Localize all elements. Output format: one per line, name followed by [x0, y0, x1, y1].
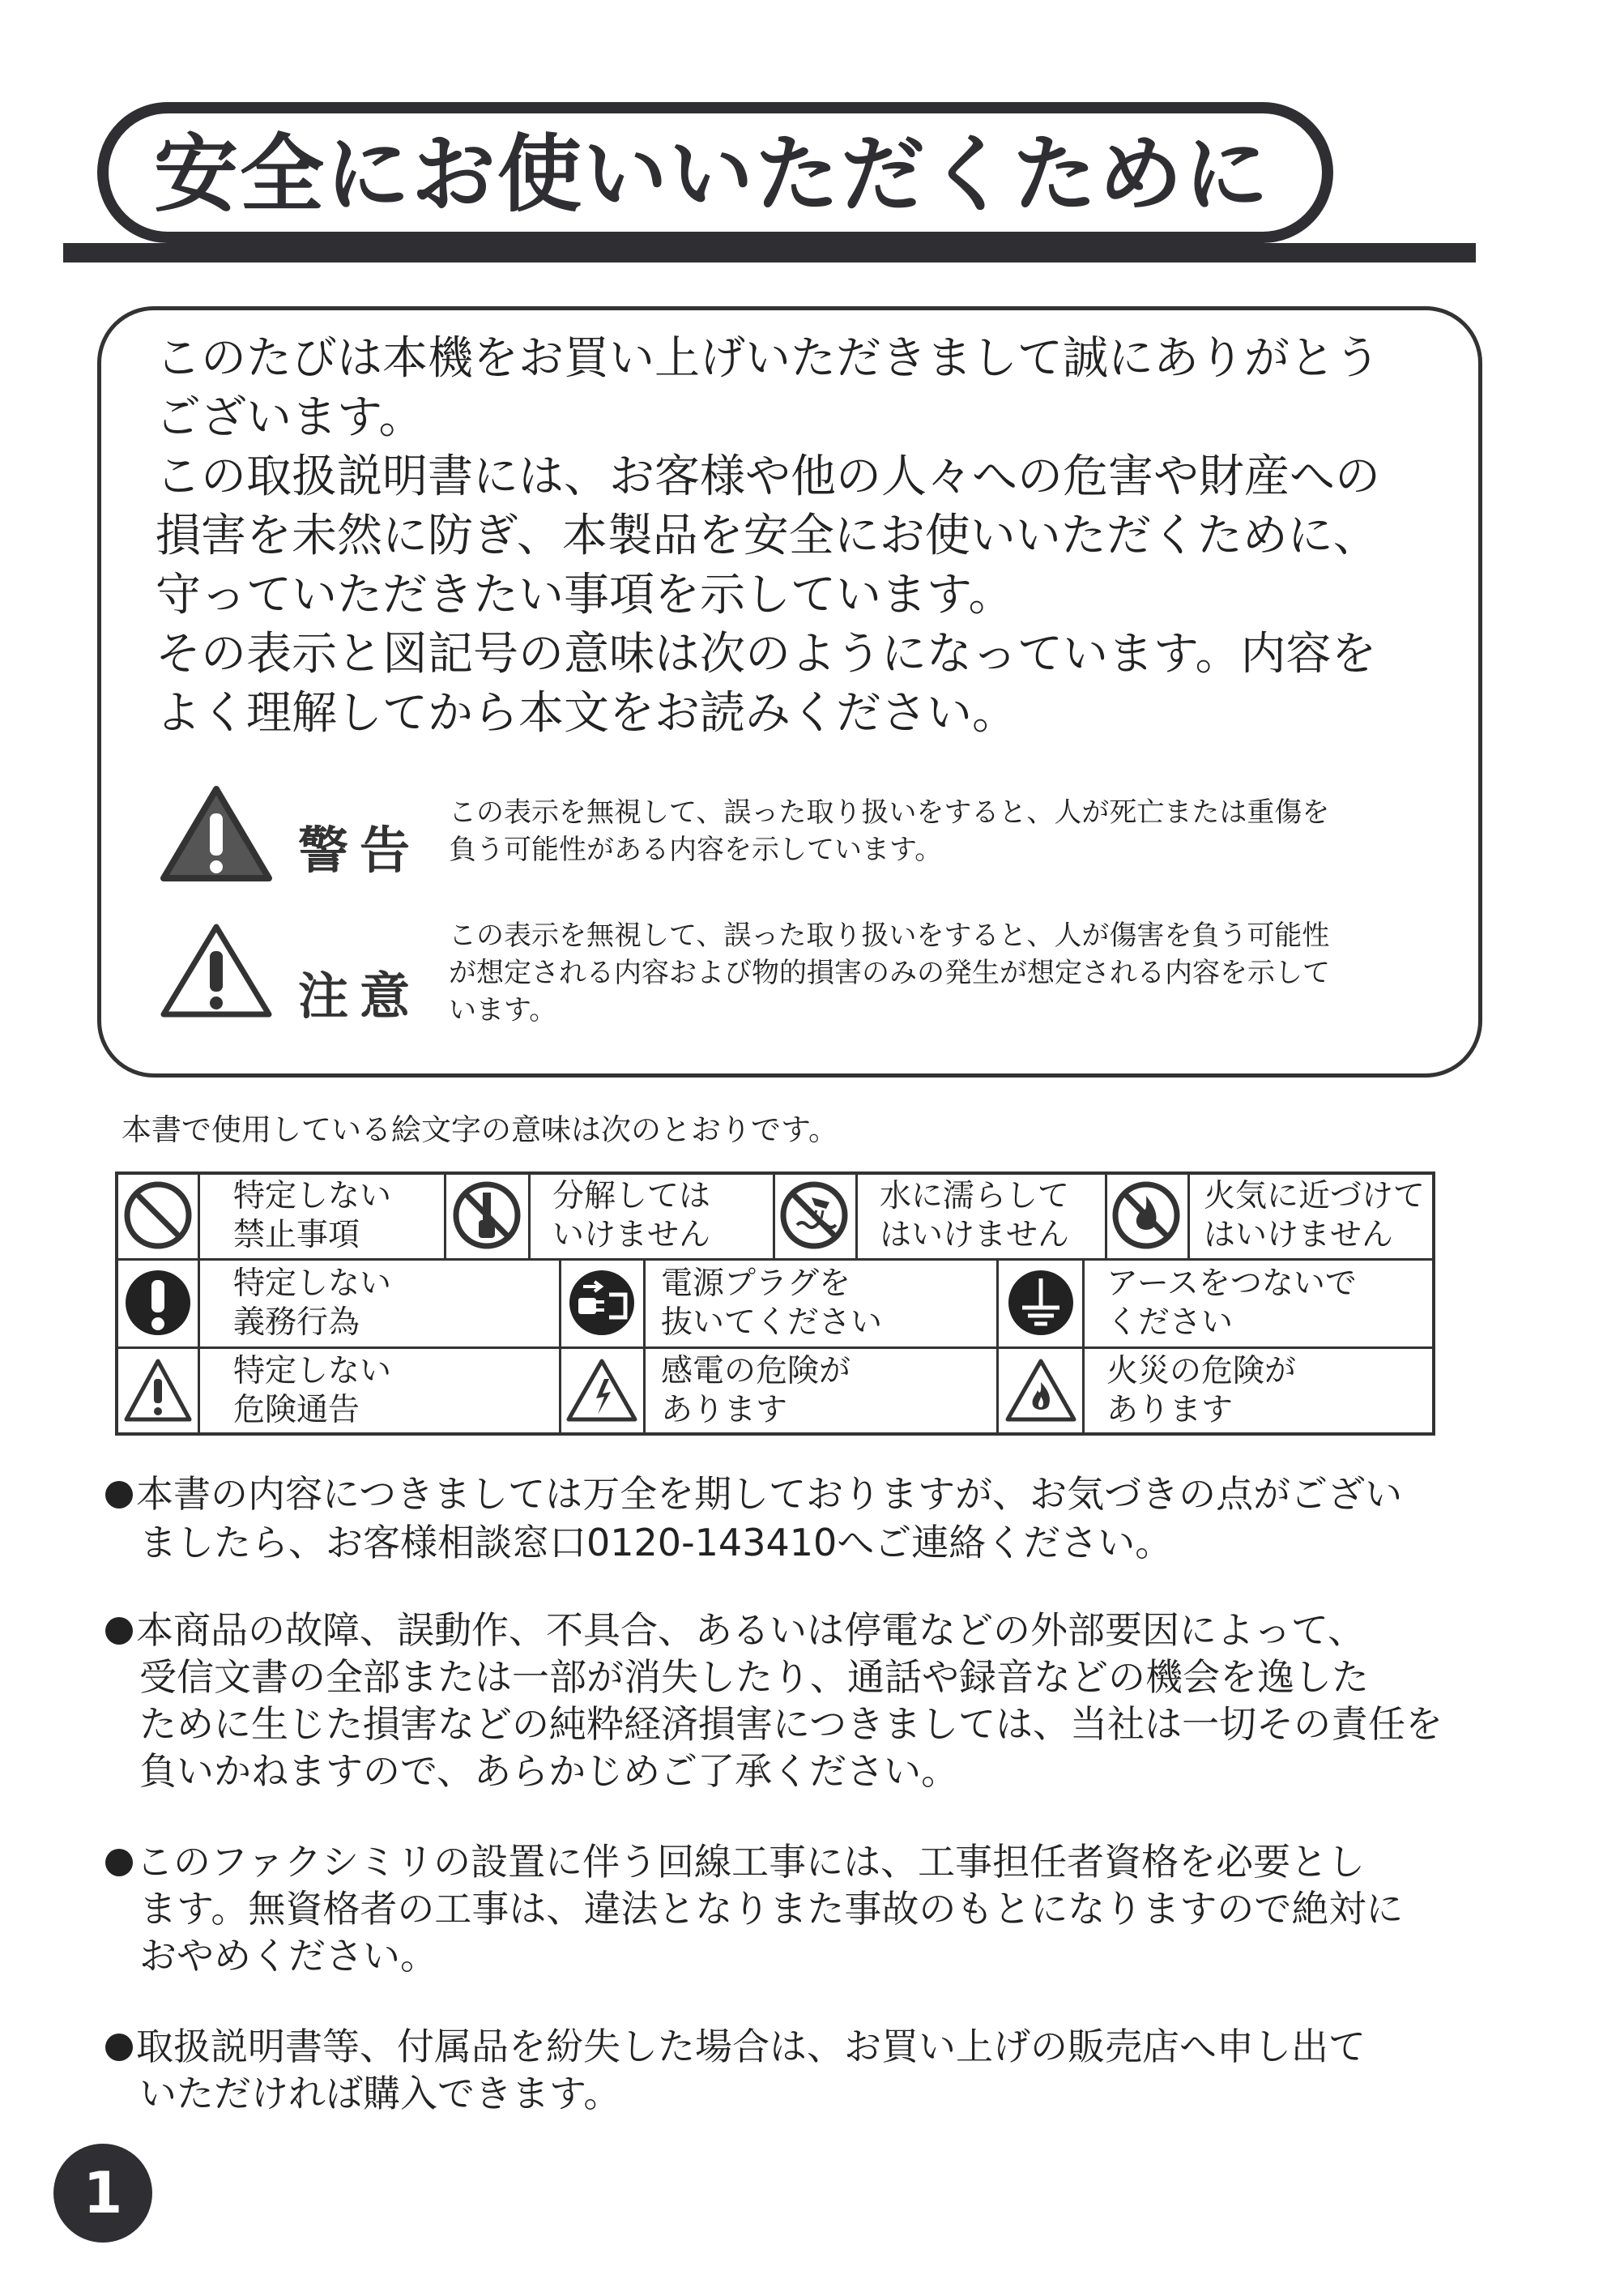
no-water-icon — [776, 1178, 852, 1253]
table-divider — [528, 1171, 531, 1259]
bullet-icon — [105, 1849, 133, 1876]
legend-cell-text: 火災の危険が — [1106, 1353, 1297, 1389]
legend-cell-text: あります — [1106, 1392, 1234, 1428]
note-line — [105, 1470, 1547, 1518]
legend-cell-text: あります — [661, 1392, 788, 1428]
intro-line: 守っていただきたい事項を示しています。 — [156, 569, 1014, 621]
mandatory-action-icon — [122, 1265, 194, 1340]
table-divider — [559, 1258, 561, 1436]
legend-cell-text: 分解しては — [552, 1178, 711, 1214]
unplug-icon — [564, 1265, 640, 1340]
note-line: ましたら、お客様相談窓口0120-143410へご連絡ください。 — [139, 1521, 1173, 1564]
general-danger-icon — [122, 1355, 194, 1428]
table-divider — [996, 1258, 999, 1436]
warning-triangle-filled-icon — [159, 784, 274, 883]
legend-cell-text: 水に濡らして — [880, 1178, 1070, 1214]
intro-line: ございます。 — [156, 391, 424, 444]
note-line — [105, 1837, 1547, 1886]
note-text: 本書の内容につきましては万全を期しておりますが、お気づきの点がござい — [136, 1472, 1403, 1516]
intro-line: このたびは本機をお買い上げいただきまして誠にありがとう — [156, 332, 1380, 385]
legend-cell-text: 火気に近づけて — [1204, 1178, 1426, 1214]
table-divider — [1105, 1171, 1107, 1259]
table-divider — [643, 1258, 646, 1436]
legend-cell-text: いけません — [552, 1217, 711, 1253]
legend-cell-text: 抜いてください — [661, 1304, 883, 1341]
legend-cell-text: 電源プラグを — [661, 1265, 851, 1302]
legend-cell-text: 特定しない — [233, 1265, 392, 1302]
intro-line: この取扱説明書には、お客様や他の人々への危害や財産への — [156, 450, 1380, 503]
table-divider — [198, 1171, 200, 1436]
note-text: 取扱説明書等、付属品を紛失した場合は、お買い上げの販売店へ申し出て — [136, 2025, 1366, 2068]
electric-shock-icon — [564, 1355, 640, 1428]
bullet-icon — [105, 1617, 133, 1645]
legend-cell-text: 禁止事項 — [233, 1217, 360, 1253]
bullet-icon — [105, 1481, 133, 1509]
note-line: 負いかねますので、あらかじめご了承ください。 — [139, 1749, 959, 1793]
note-line — [105, 2022, 1547, 2071]
legend-cell-text: ください — [1106, 1304, 1234, 1341]
table-divider — [1187, 1171, 1190, 1259]
title-underline — [63, 243, 1476, 262]
legend-cell-text: 特定しない — [233, 1353, 392, 1389]
ground-icon — [1003, 1265, 1079, 1340]
note-line: いただければ購入できます。 — [139, 2072, 621, 2115]
table-divider — [444, 1171, 446, 1259]
page-title: 安全にお使いいただくために — [154, 125, 1271, 224]
caution-desc-line: います。 — [449, 994, 557, 1026]
warning-desc-line: この表示を無視して、誤った取り扱いをすると、人が死亡または重傷を — [449, 796, 1330, 829]
no-disassembly-icon — [449, 1178, 525, 1253]
caution-desc-line: が想定される内容および物的損害のみの発生が想定される内容を示して — [449, 957, 1330, 989]
note-line: ます。無資格者の工事は、違法となりまた事故のもとになりますので絶対に — [139, 1887, 1404, 1931]
note-text: このファクシミリの設置に伴う回線工事には、工事担任者資格を必要とし — [136, 1840, 1366, 1884]
note-line — [105, 1606, 1547, 1654]
table-divider — [115, 1258, 1435, 1261]
caution-triangle-outline-icon — [159, 920, 274, 1021]
caution-desc-line: この表示を無視して、誤った取り扱いをすると、人が傷害を負う可能性 — [449, 920, 1330, 952]
note-text: 本商品の故障、誤動作、不具合、あるいは停電などの外部要因によって、 — [136, 1608, 1366, 1652]
legend-cell-text: アースをつないで — [1106, 1265, 1357, 1302]
legend-cell-text: 特定しない — [233, 1178, 392, 1214]
table-divider — [115, 1346, 1435, 1349]
table-divider — [1082, 1258, 1085, 1436]
table-divider — [773, 1171, 775, 1259]
warning-desc-line: 負う可能性がある内容を示しています。 — [449, 834, 943, 866]
intro-line: よく理解してから本文をお読みください。 — [156, 687, 1017, 740]
warning-label: 警告 — [298, 821, 422, 880]
intro-line: その表示と図記号の意味は次のようになっています。内容を — [156, 628, 1377, 681]
table-divider — [855, 1171, 858, 1259]
note-line: おやめください。 — [139, 1934, 437, 1978]
note-line: ために生じた損害などの純粋経済損害につきましては、当社は一切その責任を — [139, 1702, 1443, 1746]
fire-hazard-icon — [1003, 1355, 1079, 1428]
caution-label: 注意 — [298, 967, 422, 1026]
legend-title: 本書で使用している絵文字の意味は次のとおりです。 — [122, 1112, 839, 1147]
note-line: 受信文書の全部または一部が消失したり、通話や録音などの機会を逸した — [139, 1655, 1369, 1699]
bullet-icon — [105, 2034, 133, 2061]
legend-cell-text: 危険通告 — [233, 1392, 360, 1428]
legend-cell-text: 義務行為 — [233, 1304, 360, 1341]
legend-cell-text: 感電の危険が — [661, 1353, 851, 1389]
no-fire-icon — [1108, 1178, 1184, 1253]
intro-line: 損害を未然に防ぎ、本製品を安全にお使いいただくために、 — [156, 510, 1379, 562]
page-number: 1 — [53, 2144, 152, 2243]
prohibition-icon — [122, 1178, 194, 1253]
legend-cell-text: はいけません — [880, 1217, 1070, 1253]
legend-cell-text: はいけません — [1204, 1217, 1394, 1253]
